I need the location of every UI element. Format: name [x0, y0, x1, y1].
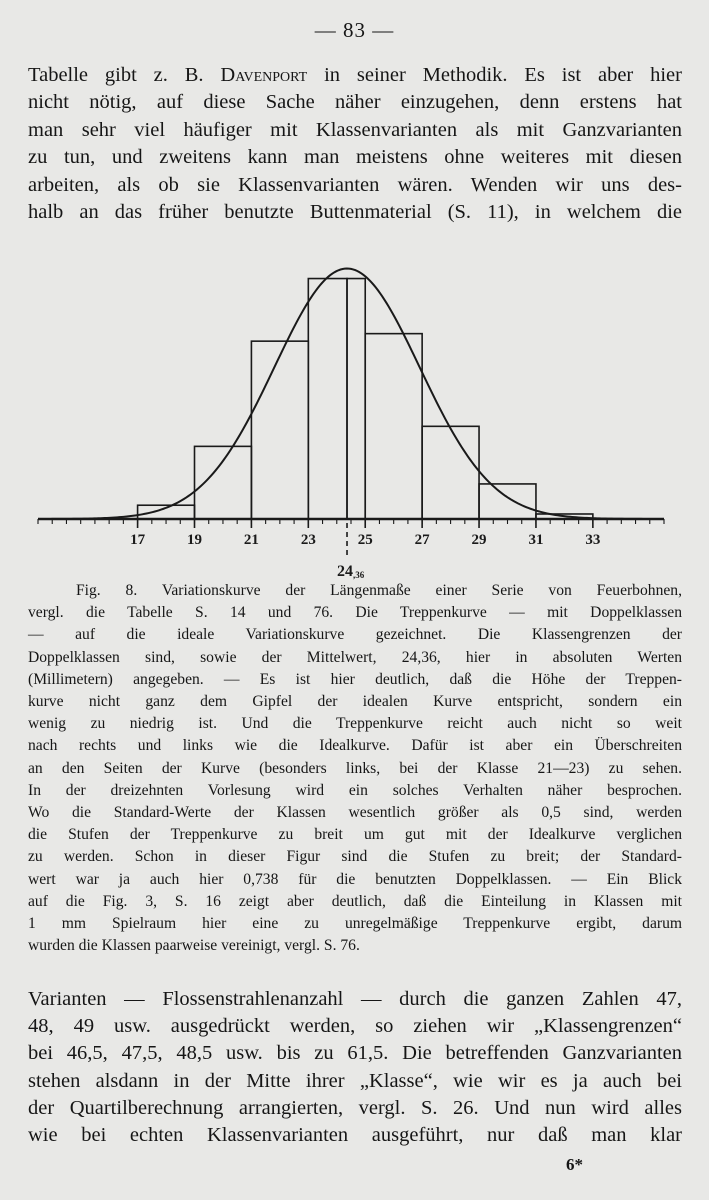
- tick-label: 19: [187, 532, 202, 548]
- caption-line: Wo die Standard-Werte der Klassen wesentlich größer als 0,5 sind, werden: [28, 804, 682, 822]
- caption-line: auf die Fig. 3, S. 16 zeigt aber deutlich, daß die Einteilung in Klassen mit: [28, 892, 682, 910]
- step-bar: [422, 426, 479, 519]
- tick-label: 17: [130, 532, 146, 548]
- mean-label: 24,36: [337, 563, 365, 580]
- caption-line: wurden die Klassen paarweise vereinigt, vergl. S. 76.: [28, 937, 360, 955]
- bottom-paragraph: [28, 986, 682, 1149]
- caption-line: kurve nicht ganz dem Gipfel der idealen Kurve entspricht, sondern ein: [28, 693, 682, 711]
- top-paragraph: [28, 62, 682, 226]
- figure-8: [0, 240, 709, 580]
- tick-label: 29: [471, 532, 487, 548]
- bottom-paragraph-line: 48, 49 usw. ausgedrückt werden, so ziehen wir „Klassengrenzen“: [28, 1015, 682, 1038]
- step-bar: [308, 279, 347, 519]
- step-bar: [347, 279, 365, 519]
- caption-line: Doppelklassen sind, sowie der Mittelwert, 24,36, hier in absoluten Werten: [28, 648, 682, 666]
- bottom-paragraph-line: stehen alsdann in der Mitte ihrer „Klasse“, wie wir es ja auch bei: [28, 1069, 682, 1092]
- page-number: — 83 —: [314, 18, 395, 42]
- caption-line: zu werden. Schon in dieser Figur sind die Stufen zu breit; der Standard-: [28, 848, 682, 866]
- tick-label: 21: [243, 532, 259, 548]
- tick-label: 27: [414, 532, 430, 548]
- top-paragraph-line: zu tun, und zweitens kann man meistens ohne weiteres mit diesen: [28, 146, 682, 169]
- top-paragraph-line: arbeiten, als ob sie Klassenvarianten wären. Wenden wir uns des-: [28, 173, 682, 196]
- ideal-curve: [38, 269, 664, 519]
- bottom-paragraph-line: bei 46,5, 47,5, 48,5 usw. bis zu 61,5. Die betreffenden Ganzvarianten: [28, 1042, 682, 1065]
- caption-line: vergl. die Tabelle S. 14 und 76. Die Treppenkurve — mit Doppelklassen: [28, 604, 682, 622]
- caption-line: 1 mm Spielraum hier eine zu unregelmäßige Treppenkurve ergibt, darum: [28, 915, 682, 933]
- top-paragraph-line: nicht nötig, auf diese Sache näher einzugehen, denn erstens hat: [28, 91, 682, 114]
- step-bar: [251, 341, 308, 519]
- caption-line: an den Seiten der Kurve (besonders links, bei der Klasse 21—23) zu sehen.: [28, 759, 682, 777]
- top-paragraph-line: man sehr viel häufiger mit Klassenvarianten als mit Ganzvarianten: [28, 118, 682, 141]
- variation-curve-chart: [0, 240, 709, 580]
- tick-label: 33: [585, 532, 601, 548]
- caption-line: wert war ja auch hier 0,738 für die benutzten Doppelklassen. — Ein Blick: [28, 870, 682, 888]
- signature-mark: 6*: [566, 1155, 583, 1174]
- caption-line: In der dreizehnten Vorlesung wird ein solches Verhalten näher besprochen.: [28, 781, 682, 799]
- top-paragraph-line: Tabelle gibt z. B. Davenport in seiner Methodik. Es ist aber hier: [28, 64, 682, 86]
- caption-line: wenig zu niedrig ist. Und die Treppenkurve reicht auch nicht so weit: [28, 715, 682, 733]
- author-name: Davenport: [220, 64, 308, 86]
- tick-label: 23: [300, 532, 316, 548]
- caption-line: nach rechts und links wie die Idealkurve. Dafür ist aber ein Überschreiten: [28, 737, 682, 755]
- caption-line: — auf die ideale Variationskurve gezeichnet. Die Klassengrenzen der: [28, 626, 682, 644]
- tick-label: 31: [528, 532, 544, 548]
- figure-caption: [28, 580, 682, 957]
- caption-line: (Millimetern) angegeben. — Es ist hier deutlich, daß die Höhe der Treppen-: [28, 670, 682, 688]
- step-bar: [365, 334, 422, 519]
- step-bar: [479, 484, 536, 519]
- top-paragraph-line: halb an das früher benutzte Buttenmaterial (S. 11), in welchem die: [28, 201, 682, 224]
- caption-line: die Stufen der Treppenkurve zu breit um gut mit der Idealkurve verglichen: [28, 826, 682, 844]
- caption-line: Fig. 8. Variationskurve der Längenmaße einer Serie von Feuerbohnen,: [76, 582, 682, 599]
- bottom-paragraph-line: wie bei echten Klassenvarianten ausgeführt, nur daß man klar: [28, 1124, 682, 1147]
- bottom-paragraph-line: der Quartilberechnung arrangierten, vergl. S. 26. Und nun wird alles: [28, 1096, 682, 1119]
- bottom-paragraph-line: Varianten — Flossenstrahlenanzahl — durch die ganzen Zahlen 47,: [28, 988, 682, 1010]
- tick-label: 25: [357, 532, 373, 548]
